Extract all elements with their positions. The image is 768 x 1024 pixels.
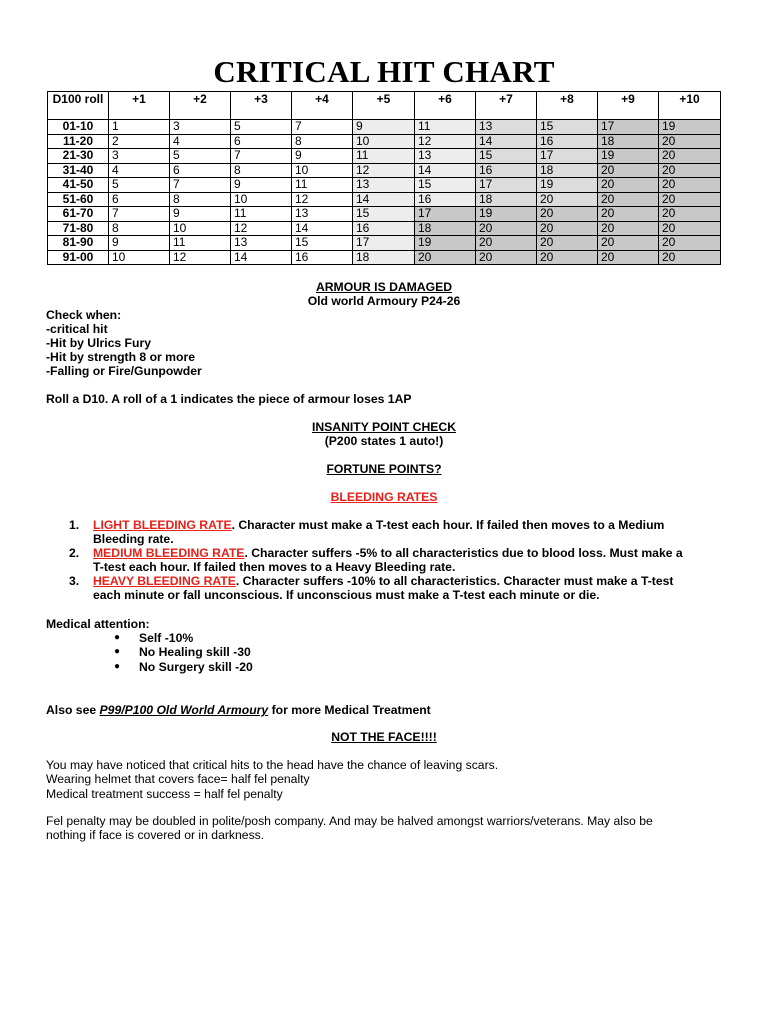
row-header: 21-30 [48, 149, 109, 164]
column-header: +6 [415, 92, 476, 120]
table-cell: 16 [537, 134, 598, 149]
face-paragraph-line: nothing if face is covered or in darkness. [46, 828, 265, 842]
table-cell: 20 [598, 163, 659, 178]
table-cell: 17 [353, 236, 415, 251]
table-row [48, 236, 721, 251]
table-cell: 15 [537, 120, 598, 135]
table-cell: 5 [170, 149, 231, 164]
critical-hit-table [47, 91, 721, 265]
table-row [48, 221, 721, 236]
also-see-reference: P99/P100 Old World Armoury [99, 703, 269, 717]
table-row [48, 149, 721, 164]
table-cell: 12 [170, 250, 231, 265]
table-cell: 13 [415, 149, 476, 164]
table-cell: 9 [231, 178, 292, 193]
table-cell: 20 [659, 236, 721, 251]
condition-item: -Hit by strength 8 or more [46, 350, 195, 364]
medium-bleeding-text-2: T-test each hour. If failed then moves to a Heavy Bleeding rate. [93, 560, 456, 575]
table-cell: 12 [353, 163, 415, 178]
medical-label: Medical attention: [46, 617, 150, 631]
row-header: 31-40 [48, 163, 109, 178]
column-header: +1 [109, 92, 170, 120]
table-cell: 17 [476, 178, 537, 193]
table-cell: 20 [537, 236, 598, 251]
table-cell: 18 [353, 250, 415, 265]
table-cell: 16 [353, 221, 415, 236]
list-number: 3. [69, 574, 80, 588]
face-line: Wearing helmet that covers face= half fel penalty [46, 772, 310, 786]
table-cell: 10 [353, 134, 415, 149]
medical-bullet-item: No Surgery skill -20 [139, 660, 253, 674]
table-cell: 10 [170, 221, 231, 236]
table-cell: 12 [231, 221, 292, 236]
table-cell: 11 [170, 236, 231, 251]
table-cell: 20 [659, 250, 721, 265]
row-header: 61-70 [48, 207, 109, 222]
medium-bleeding-name: MEDIUM BLEEDING RATE [93, 546, 245, 560]
armour-roll-text: Roll a D10. A roll of a 1 indicates the piece of armour loses 1AP [46, 392, 412, 406]
fortune-heading: FORTUNE POINTS? [326, 462, 442, 476]
column-header: +10 [659, 92, 721, 120]
list-number: 1. [69, 518, 80, 532]
table-cell: 15 [292, 236, 353, 251]
table-row [48, 178, 721, 193]
table-cell: 9 [109, 236, 170, 251]
heavy-bleeding-name: HEAVY BLEEDING RATE [93, 574, 236, 588]
table-cell: 11 [231, 207, 292, 222]
light-bleeding-text-2: Bleeding rate. [93, 532, 174, 547]
table-cell: 20 [537, 192, 598, 207]
bleeding-heading: BLEEDING RATES [330, 490, 438, 504]
face-heading: NOT THE FACE!!!! [331, 730, 437, 744]
table-cell: 18 [598, 134, 659, 149]
table-cell: 10 [292, 163, 353, 178]
table-cell: 19 [415, 236, 476, 251]
table-cell: 12 [292, 192, 353, 207]
table-cell: 16 [415, 192, 476, 207]
table-cell: 20 [537, 207, 598, 222]
table-cell: 14 [415, 163, 476, 178]
table-cell: 6 [109, 192, 170, 207]
table-cell: 20 [598, 250, 659, 265]
table-cell: 7 [231, 149, 292, 164]
table-cell: 13 [292, 207, 353, 222]
table-cell: 12 [415, 134, 476, 149]
bullet-icon: ● [114, 661, 121, 672]
table-cell: 20 [659, 192, 721, 207]
table-row [48, 250, 721, 265]
face-paragraph-line: Fel penalty may be doubled in polite/posh company. And may be halved amongst warriors/veterans. May also be [46, 814, 653, 828]
table-cell: 20 [537, 250, 598, 265]
column-header: +3 [231, 92, 292, 120]
table-cell: 14 [476, 134, 537, 149]
table-row [48, 192, 721, 207]
table-cell: 8 [109, 221, 170, 236]
table-cell: 14 [231, 250, 292, 265]
table-cell: 8 [231, 163, 292, 178]
table-cell: 4 [170, 134, 231, 149]
heavy-bleeding-text-2: each minute or fall unconscious. If unconscious must make a T-test each minute or die. [93, 588, 600, 603]
table-cell: 18 [537, 163, 598, 178]
table-cell: 9 [292, 149, 353, 164]
light-bleeding-text: . Character must make a T-test each hour. If failed then moves to a Medium [231, 518, 665, 532]
table-cell: 20 [659, 163, 721, 178]
table-header-row [48, 92, 721, 120]
bleeding-item-medium [93, 546, 733, 575]
table-cell: 11 [415, 120, 476, 135]
table-cell: 7 [292, 120, 353, 135]
row-header: 01-10 [48, 120, 109, 135]
table-cell: 14 [353, 192, 415, 207]
table-cell: 18 [476, 192, 537, 207]
table-cell: 9 [170, 207, 231, 222]
column-header: +9 [598, 92, 659, 120]
light-bleeding-name: LIGHT BLEEDING RATE [93, 518, 232, 532]
also-see-line [46, 703, 431, 717]
table-cell: 16 [292, 250, 353, 265]
row-header: 81-90 [48, 236, 109, 251]
row-header: 41-50 [48, 178, 109, 193]
table-cell: 20 [659, 178, 721, 193]
check-when-label: Check when: [46, 308, 122, 322]
table-cell: 10 [109, 250, 170, 265]
table-cell: 10 [231, 192, 292, 207]
bleeding-item-heavy [93, 574, 733, 603]
table-cell: 5 [109, 178, 170, 193]
armour-subheading: Old world Armoury P24-26 [307, 294, 461, 308]
table-cell: 19 [659, 120, 721, 135]
also-see-suffix: for more Medical Treatment [268, 703, 431, 717]
face-line: Medical treatment success = half fel penalty [46, 787, 283, 801]
table-row [48, 163, 721, 178]
table-row [48, 120, 721, 135]
table-cell: 19 [476, 207, 537, 222]
table-cell: 19 [537, 178, 598, 193]
also-see-prefix: Also see [46, 703, 100, 717]
table-cell: 20 [415, 250, 476, 265]
bleeding-item-light [93, 518, 733, 547]
table-cell: 20 [598, 178, 659, 193]
table-cell: 6 [170, 163, 231, 178]
insanity-note: (P200 states 1 auto!) [324, 434, 444, 448]
medical-bullet-item: Self -10% [139, 631, 194, 645]
table-cell: 17 [415, 207, 476, 222]
table-cell: 4 [109, 163, 170, 178]
table-row [48, 207, 721, 222]
table-cell: 1 [109, 120, 170, 135]
table-cell: 20 [476, 250, 537, 265]
table-cell: 20 [598, 207, 659, 222]
table-cell: 20 [476, 221, 537, 236]
table-cell: 13 [231, 236, 292, 251]
table-cell: 16 [476, 163, 537, 178]
table-cell: 11 [292, 178, 353, 193]
table-cell: 20 [476, 236, 537, 251]
table-cell: 20 [659, 149, 721, 164]
table-cell: 15 [353, 207, 415, 222]
medium-bleeding-text: . Character suffers -5% to all characteristics due to blood loss. Must make a [244, 546, 683, 560]
table-cell: 20 [659, 221, 721, 236]
table-cell: 3 [170, 120, 231, 135]
column-header: +8 [537, 92, 598, 120]
column-header: +5 [353, 92, 415, 120]
corner-header: D100 roll [48, 92, 109, 120]
row-header: 91-00 [48, 250, 109, 265]
table-cell: 7 [109, 207, 170, 222]
table-cell: 8 [170, 192, 231, 207]
table-cell: 8 [292, 134, 353, 149]
row-header: 11-20 [48, 134, 109, 149]
table-cell: 20 [598, 221, 659, 236]
table-body [48, 120, 721, 265]
table-row [48, 134, 721, 149]
table-cell: 17 [537, 149, 598, 164]
medical-bullet-item: No Healing skill -30 [139, 645, 251, 659]
insanity-heading: INSANITY POINT CHECK [311, 420, 456, 434]
table-cell: 19 [598, 149, 659, 164]
condition-item: -Hit by Ulrics Fury [46, 336, 151, 350]
bullet-icon: ● [114, 632, 121, 643]
table-cell: 13 [476, 120, 537, 135]
table-cell: 18 [415, 221, 476, 236]
bullet-icon: ● [114, 646, 121, 657]
row-header: 51-60 [48, 192, 109, 207]
table-cell: 14 [292, 221, 353, 236]
table-cell: 20 [659, 134, 721, 149]
armour-heading: ARMOUR IS DAMAGED [315, 280, 453, 294]
face-line: You may have noticed that critical hits to the head have the chance of leaving scars. [46, 758, 499, 772]
table-cell: 9 [353, 120, 415, 135]
condition-item: -critical hit [46, 322, 108, 336]
list-number: 2. [69, 546, 80, 560]
table-cell: 17 [598, 120, 659, 135]
table-cell: 3 [109, 149, 170, 164]
column-header: +7 [476, 92, 537, 120]
table-cell: 11 [353, 149, 415, 164]
row-header: 71-80 [48, 221, 109, 236]
table-cell: 20 [537, 221, 598, 236]
table-cell: 15 [415, 178, 476, 193]
table-cell: 7 [170, 178, 231, 193]
table-cell: 20 [598, 192, 659, 207]
heavy-bleeding-text: . Character suffers -10% to all characteristics. Character must make a T-test [235, 574, 674, 588]
table-cell: 15 [476, 149, 537, 164]
table-cell: 6 [231, 134, 292, 149]
table-cell: 2 [109, 134, 170, 149]
table-cell: 20 [659, 207, 721, 222]
column-header: +2 [170, 92, 231, 120]
table-cell: 13 [353, 178, 415, 193]
condition-item: -Falling or Fire/Gunpowder [46, 364, 202, 378]
table-cell: 20 [598, 236, 659, 251]
page-title: CRITICAL HIT CHART [213, 54, 555, 89]
table-cell: 5 [231, 120, 292, 135]
column-header: +4 [292, 92, 353, 120]
